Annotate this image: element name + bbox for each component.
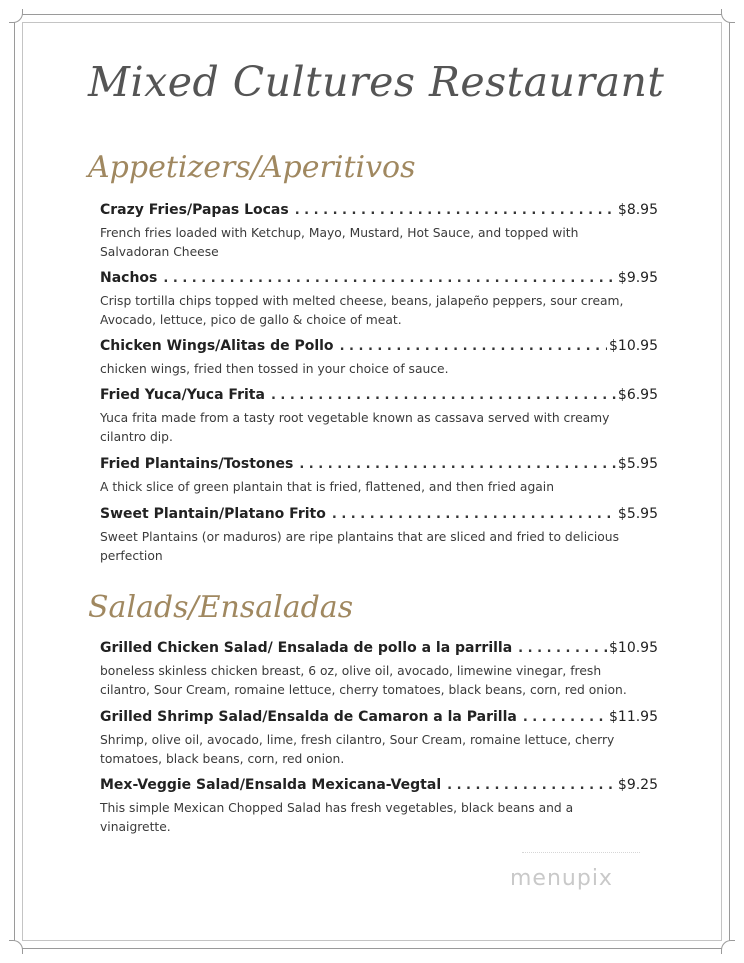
- menu-item: [100, 709, 658, 769]
- corner-ornament: [721, 940, 735, 954]
- watermark-divider: [522, 852, 640, 854]
- menu-item: [100, 640, 658, 700]
- item-description: chicken wings, fried then tossed in your choice of sauce.: [100, 362, 449, 376]
- item-price: $5.95: [617, 506, 658, 522]
- item-name: Crazy Fries/Papas Locas: [100, 202, 289, 218]
- item-name: Grilled Chicken Salad/ Ensalada de pollo a la parrilla: [100, 640, 513, 656]
- watermark-logo: menupix: [510, 866, 613, 891]
- menu-item: [100, 270, 658, 330]
- leader-dots: [163, 271, 616, 286]
- item-price: $9.95: [617, 270, 658, 286]
- item-price: $5.95: [617, 456, 658, 472]
- leader-dots: [518, 641, 607, 656]
- menu-item: [100, 387, 658, 447]
- item-description: Crisp tortilla chips topped with melted cheese, beans, jalapeño peppers, sour cream, Avocado, lettuce, pico de gallo & choice of meat.: [100, 294, 624, 327]
- restaurant-title: Mixed Cultures Restaurant: [88, 58, 665, 106]
- menu-item: [100, 338, 658, 379]
- item-name: Nachos: [100, 270, 158, 286]
- item-name: Fried Yuca/Yuca Frita: [100, 387, 265, 403]
- item-description: boneless skinless chicken breast, 6 oz, olive oil, avocado, limewine vinegar, fresh cilantro, Sour Cream, romaine lettuce, cherry tomatoes, black beans, corn, red onion.: [100, 664, 627, 697]
- leader-dots: [447, 778, 616, 793]
- item-description: Sweet Plantains (or maduros) are ripe plantains that are sliced and fried to delicious perfection: [100, 530, 620, 563]
- menu-item: [100, 777, 658, 837]
- item-description: French fries loaded with Ketchup, Mayo, Mustard, Hot Sauce, and topped with Salvadoran Cheese: [100, 226, 579, 259]
- menu-item: [100, 506, 658, 566]
- item-name: Grilled Shrimp Salad/Ensalda de Camaron a la Parilla: [100, 709, 517, 725]
- item-name: Sweet Plantain/Platano Frito: [100, 506, 326, 522]
- leader-dots: [523, 710, 607, 725]
- section-heading-salads: Salads/Ensaladas: [88, 590, 354, 625]
- item-price: $9.25: [617, 777, 658, 793]
- leader-dots: [299, 457, 616, 472]
- section-heading-appetizers: Appetizers/Aperitivos: [88, 150, 416, 185]
- item-description: This simple Mexican Chopped Salad has fresh vegetables, black beans and a vinaigrette.: [100, 801, 574, 834]
- menu-item: [100, 456, 658, 497]
- menu-item: [100, 202, 658, 262]
- leader-dots: [271, 388, 616, 403]
- leader-dots: [340, 339, 607, 354]
- item-description: Shrimp, olive oil, avocado, lime, fresh cilantro, Sour Cream, romaine lettuce, cherry tomatoes, black beans, corn, red onion.: [100, 733, 615, 766]
- item-price: $11.95: [609, 709, 658, 725]
- item-name: Mex-Veggie Salad/Ensalda Mexicana-Vegtal: [100, 777, 442, 793]
- leader-dots: [295, 203, 616, 218]
- item-price: $8.95: [617, 202, 658, 218]
- leader-dots: [332, 507, 616, 522]
- item-description: Yuca frita made from a tasty root vegetable known as cassava served with creamy cilantro dip.: [100, 411, 610, 444]
- item-description: A thick slice of green plantain that is fried, flattened, and then fried again: [100, 480, 554, 494]
- item-name: Fried Plantains/Tostones: [100, 456, 294, 472]
- item-price: $10.95: [609, 338, 658, 354]
- item-price: $6.95: [617, 387, 658, 403]
- item-price: $10.95: [609, 640, 658, 656]
- item-name: Chicken Wings/Alitas de Pollo: [100, 338, 334, 354]
